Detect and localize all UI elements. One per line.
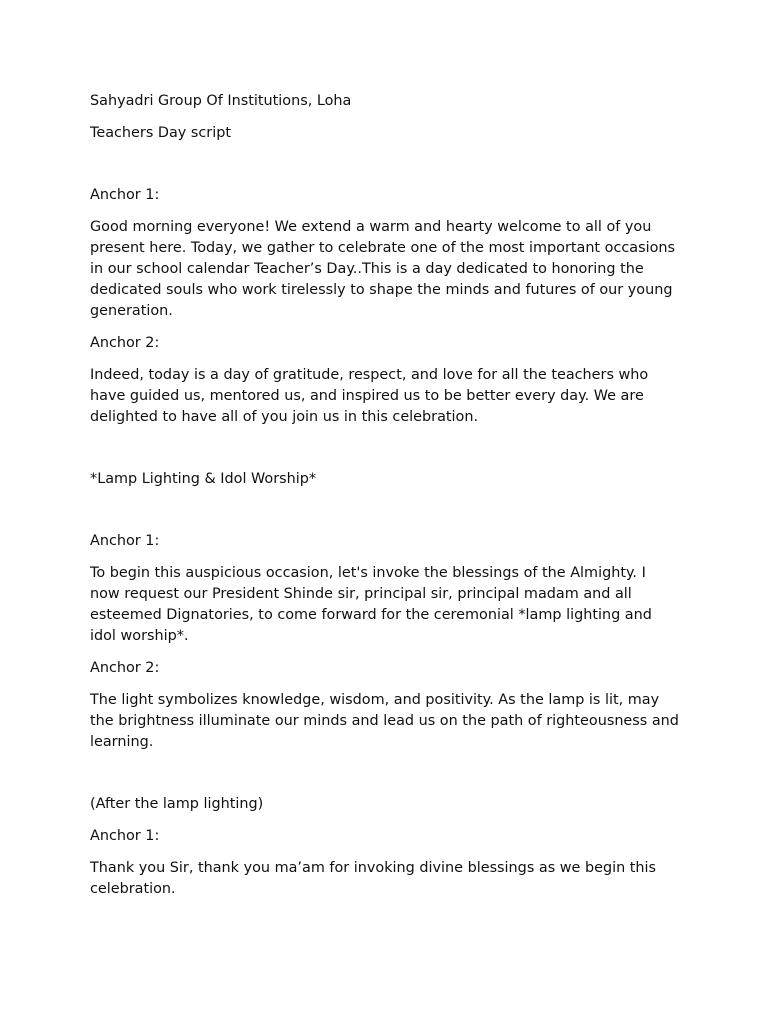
- section-heading: *Lamp Lighting & Idol Worship*: [90, 471, 317, 487]
- institution-name: Sahyadri Group Of Institutions, Loha: [90, 93, 352, 109]
- document-body: [90, 91, 680, 900]
- speaker-label: Anchor 1:: [90, 828, 160, 844]
- stage-direction: (After the lamp lighting): [90, 796, 264, 812]
- speech-paragraph: Indeed, today is a day of gratitude, respect, and love for all the teachers who have guided us, mentored us, and inspired us to be better every day. We are delighted to have all of you join us in this celebration.: [90, 367, 649, 425]
- speaker-label: Anchor 2:: [90, 660, 160, 676]
- speaker-label: Anchor 1:: [90, 187, 160, 203]
- speech-paragraph: To begin this auspicious occasion, let's invoke the blessings of the Almighty. I now request our President Shinde sir, principal sir, principal madam and all esteemed Dignatories, to come forward for the ceremonial *lamp lighting and idol worship*.: [90, 565, 652, 644]
- speech-paragraph: Thank you Sir, thank you ma’am for invoking divine blessings as we begin this celebration.: [90, 860, 657, 897]
- speaker-label: Anchor 2:: [90, 335, 160, 351]
- script-title: Teachers Day script: [90, 125, 231, 141]
- speaker-label: Anchor 1:: [90, 533, 160, 549]
- speech-paragraph: The light symbolizes knowledge, wisdom, and positivity. As the lamp is lit, may the brightness illuminate our minds and lead us on the path of righteousness and learning.: [90, 692, 679, 750]
- speech-paragraph: Good morning everyone! We extend a warm and hearty welcome to all of you present here. Today, we gather to celebrate one of the most important occasions in our school calendar Teacher’s Day..This is a day dedicated to honoring the dedicated souls who work tirelessly to shape the minds and futures of our young generation.: [90, 219, 676, 319]
